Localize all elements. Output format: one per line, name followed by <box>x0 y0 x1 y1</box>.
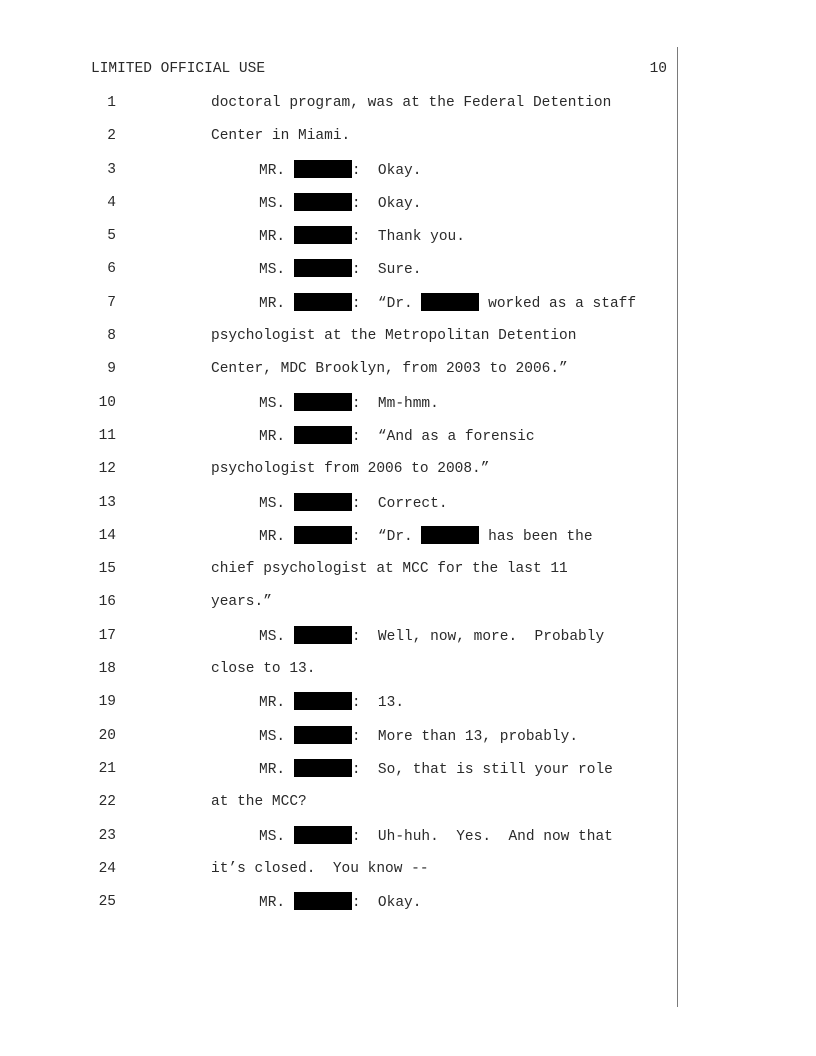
line-text <box>211 126 350 146</box>
line-number: 2 <box>107 128 116 145</box>
text-segment: : Sure. <box>351 262 422 279</box>
line-text <box>259 493 448 514</box>
text-segment: : Okay. <box>351 195 422 212</box>
text-segment: : Okay. <box>351 895 422 912</box>
line-number: 19 <box>98 694 116 711</box>
right-margin-rule <box>677 47 678 1007</box>
line-text <box>211 459 489 479</box>
line-number: 24 <box>98 860 116 877</box>
line-number: 12 <box>98 461 116 478</box>
line-text <box>259 293 636 314</box>
line-text <box>211 659 315 679</box>
text-segment: close to 13. <box>211 661 316 678</box>
transcript-line <box>0 293 676 326</box>
line-number: 5 <box>107 228 116 245</box>
transcript-line <box>0 859 676 892</box>
text-segment: has been the <box>479 528 593 545</box>
line-text <box>259 526 593 547</box>
text-segment: : “Dr. <box>351 295 422 312</box>
line-text <box>259 226 465 247</box>
text-segment: MR. <box>259 428 294 445</box>
text-segment: MS. <box>259 262 294 279</box>
redaction-box <box>421 293 479 311</box>
redaction-box <box>294 226 352 244</box>
redaction-box <box>294 293 352 311</box>
text-segment: MS. <box>259 628 294 645</box>
line-number: 23 <box>98 827 116 844</box>
text-segment: psychologist from 2006 to 2008.” <box>211 461 490 478</box>
line-number: 20 <box>98 727 116 744</box>
text-segment: MR. <box>259 695 294 712</box>
transcript-line <box>0 892 676 925</box>
line-number: 14 <box>98 527 116 544</box>
transcript-line <box>0 226 676 259</box>
text-segment: worked as a staff <box>479 295 637 312</box>
text-segment: Center, MDC Brooklyn, from 2003 to 2006.” <box>211 361 568 378</box>
redaction-box <box>294 826 352 844</box>
text-segment: MS. <box>259 728 294 745</box>
line-number: 16 <box>98 594 116 611</box>
line-number: 21 <box>98 760 116 777</box>
transcript-line <box>0 592 676 625</box>
line-text <box>259 692 404 713</box>
line-text <box>259 259 421 280</box>
redaction-box <box>294 393 352 411</box>
line-text <box>211 559 568 579</box>
transcript-line <box>0 193 676 226</box>
text-segment: : Uh-huh. Yes. And now that <box>351 828 613 845</box>
line-number: 9 <box>107 361 116 378</box>
redaction-box <box>294 526 352 544</box>
text-segment: MR. <box>259 528 294 545</box>
page-number: 10 <box>649 61 667 77</box>
text-segment: MS. <box>259 395 294 412</box>
text-segment: MR. <box>259 761 294 778</box>
line-number: 10 <box>98 394 116 411</box>
line-text <box>259 759 613 780</box>
line-number: 11 <box>98 427 116 444</box>
transcript-line <box>0 526 676 559</box>
transcript-line <box>0 692 676 725</box>
redaction-box <box>294 759 352 777</box>
redaction-box <box>294 892 352 910</box>
line-number: 6 <box>107 261 116 278</box>
transcript-line <box>0 493 676 526</box>
line-number: 17 <box>98 627 116 644</box>
line-text <box>259 193 421 214</box>
text-segment: : Okay. <box>351 162 422 179</box>
text-segment: psychologist at the Metropolitan Detention <box>211 328 577 345</box>
line-number: 18 <box>98 661 116 678</box>
line-text <box>259 426 535 447</box>
line-number: 15 <box>98 561 116 578</box>
redaction-box <box>294 493 352 511</box>
text-segment: MR. <box>259 162 294 179</box>
transcript-body <box>0 93 676 925</box>
text-segment: : So, that is still your role <box>351 761 613 778</box>
classification-header: LIMITED OFFICIAL USE <box>91 61 266 77</box>
line-text <box>211 792 307 812</box>
text-segment: : Well, now, more. Probably <box>351 628 605 645</box>
text-segment: MS. <box>259 828 294 845</box>
transcript-line <box>0 426 676 459</box>
redaction-box <box>294 426 352 444</box>
transcript-line <box>0 792 676 825</box>
line-text <box>211 93 611 113</box>
line-number: 7 <box>107 294 116 311</box>
text-segment: MR. <box>259 895 294 912</box>
line-number: 13 <box>98 494 116 511</box>
line-text <box>259 393 439 414</box>
line-number: 22 <box>98 794 116 811</box>
line-number: 8 <box>107 328 116 345</box>
text-segment: MR. <box>259 229 294 246</box>
transcript-line <box>0 459 676 492</box>
line-text <box>259 626 604 647</box>
line-text <box>259 826 613 847</box>
text-segment: : “Dr. <box>351 528 422 545</box>
transcript-line <box>0 393 676 426</box>
redaction-box <box>294 626 352 644</box>
text-segment: MR. <box>259 295 294 312</box>
line-text <box>211 859 429 879</box>
transcript-line <box>0 726 676 759</box>
text-segment: : Correct. <box>351 495 448 512</box>
text-segment: years.” <box>211 594 272 611</box>
line-text <box>259 892 421 913</box>
transcript-line <box>0 759 676 792</box>
redaction-box <box>294 160 352 178</box>
transcript-line <box>0 659 676 692</box>
text-segment: Center in Miami. <box>211 128 351 145</box>
line-text <box>211 592 272 612</box>
transcript-line <box>0 326 676 359</box>
transcript-line <box>0 826 676 859</box>
redaction-box <box>294 193 352 211</box>
text-segment: chief psychologist at MCC for the last 11 <box>211 561 568 578</box>
redaction-box <box>421 526 479 544</box>
line-number: 1 <box>107 95 116 111</box>
line-text <box>259 726 578 747</box>
line-number: 4 <box>107 194 116 211</box>
text-segment: : 13. <box>351 695 405 712</box>
text-segment: : “And as a forensic <box>351 428 535 445</box>
text-segment: MS. <box>259 495 294 512</box>
line-text <box>259 160 421 181</box>
transcript-line <box>0 93 676 126</box>
transcript-line <box>0 160 676 193</box>
transcript-line <box>0 359 676 392</box>
text-segment: at the MCC? <box>211 794 307 811</box>
redaction-box <box>294 692 352 710</box>
redaction-box <box>294 726 352 744</box>
text-segment: doctoral program, was at the Federal Detention <box>211 95 612 111</box>
transcript-line <box>0 559 676 592</box>
text-segment: MS. <box>259 195 294 212</box>
transcript-line <box>0 259 676 292</box>
line-text <box>211 359 568 379</box>
text-segment: it’s closed. You know -- <box>211 860 429 877</box>
text-segment: : More than 13, probably. <box>351 728 579 745</box>
transcript-line <box>0 626 676 659</box>
line-number: 25 <box>98 894 116 911</box>
transcript-line <box>0 126 676 159</box>
redaction-box <box>294 259 352 277</box>
text-segment: : Mm-hmm. <box>351 395 439 412</box>
line-text <box>211 326 576 346</box>
text-segment: : Thank you. <box>351 229 465 246</box>
line-number: 3 <box>107 161 116 178</box>
